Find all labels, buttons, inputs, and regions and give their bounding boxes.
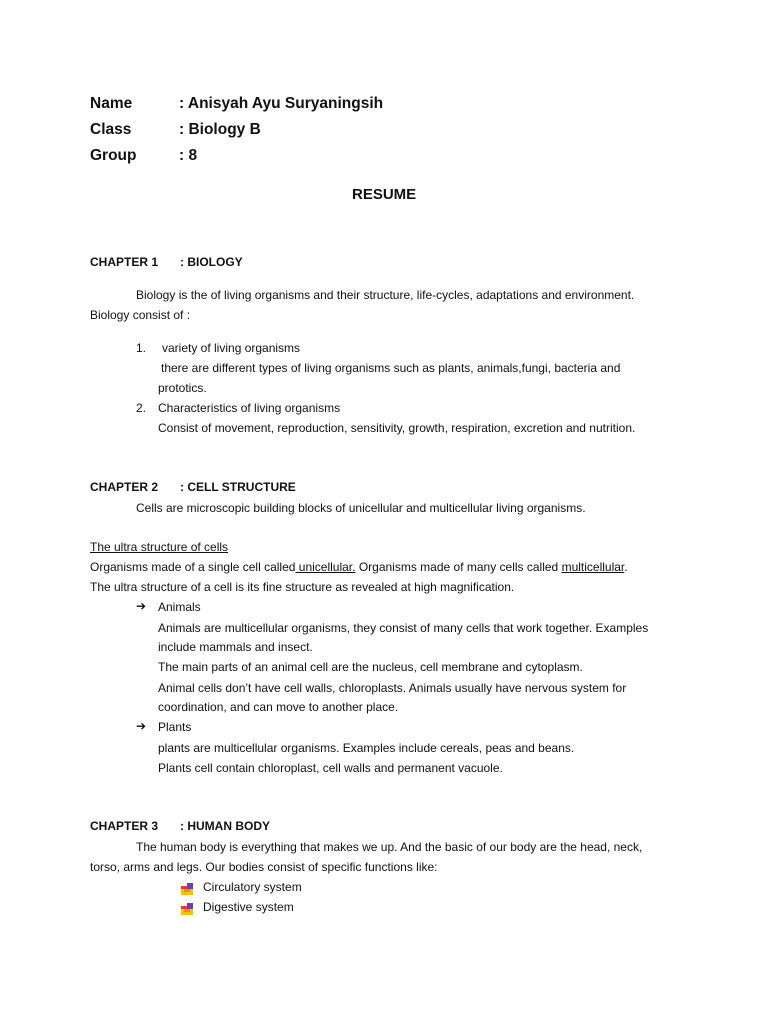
name-label: Name — [90, 95, 133, 112]
class-label: Class — [90, 121, 132, 138]
chapter2-label: CHAPTER 2 — [90, 480, 159, 494]
animals-line4: Animal cells don’t have cell walls, chloroplasts. Animals usually have nervous system for — [158, 681, 627, 695]
plants-heading: Plants — [158, 720, 192, 734]
chapter1-title: : BIOLOGY — [180, 255, 243, 269]
list-number-1: 1. — [136, 341, 147, 355]
plants-line1: plants are multicellular organisms. Examples include cereals, peas and beans. — [158, 741, 575, 755]
list-item-1-heading: variety of living organisms — [162, 341, 301, 355]
chapter2-paragraph2: The ultra structure of a cell is its fine structure as revealed at high magnification. — [90, 580, 515, 594]
chapter3-line1: The human body is everything that makes we up. And the basic of our body are the head, neck, — [136, 840, 643, 854]
colored-square-bullet-icon — [181, 880, 193, 898]
group-value: : 8 — [179, 147, 198, 164]
list-number-2: 2. — [136, 401, 147, 415]
chapter2-paragraph1 — [90, 559, 628, 575]
p1-text-b: Organisms made of many cells called — [355, 560, 562, 574]
arrow-right-icon: ➔ — [136, 599, 147, 613]
p1-text-a: Organisms made of a single cell called — [90, 560, 296, 574]
chapter1-intro-line1: Biology is the of living organisms and their structure, life-cycles, adaptations and environment. — [136, 288, 635, 302]
animals-line1: Animals are multicellular organisms, they consist of many cells that work together. Examples — [158, 621, 649, 635]
colored-square-bullet-icon — [181, 900, 193, 918]
animals-line5: coordination, and can move to another place. — [158, 700, 399, 714]
group-label: Group — [90, 147, 137, 164]
system-item-2: Digestive system — [203, 900, 294, 914]
unicellular-term: unicellular. — [295, 560, 356, 574]
chapter3-line2: torso, arms and legs. Our bodies consist of specific functions like: — [90, 860, 438, 874]
name-value: : Anisyah Ayu Suryaningsih — [179, 95, 384, 112]
chapter3-label: CHAPTER 3 — [90, 819, 159, 833]
animals-line2: include mammals and insect. — [158, 640, 313, 654]
list-item-2-line1: Consist of movement, reproduction, sensitivity, growth, respiration, excretion and nutrition. — [158, 421, 636, 435]
chapter1-intro-line2: Biology consist of : — [90, 308, 191, 322]
chapter2-intro: Cells are microscopic building blocks of unicellular and multicellular living organisms. — [136, 501, 586, 515]
chapter2-title: : CELL STRUCTURE — [180, 480, 296, 494]
chapter1-label: CHAPTER 1 — [90, 255, 159, 269]
list-item-1-line2: prototics. — [158, 381, 207, 395]
arrow-right-icon: ➔ — [136, 719, 147, 733]
multicellular-term: multicellular — [561, 560, 625, 574]
animals-line3: The main parts of an animal cell are the nucleus, cell membrane and cytoplasm. — [158, 660, 583, 674]
p1-text-c: . — [624, 560, 628, 574]
chapter3-title: : HUMAN BODY — [180, 819, 270, 833]
system-item-1: Circulatory system — [203, 880, 302, 894]
list-item-1-line1: there are different types of living organisms such as plants, animals,fungi, bacteria and — [161, 361, 621, 375]
bullet-icon-svg — [181, 903, 193, 915]
plants-line2: Plants cell contain chloroplast, cell walls and permanent vacuole. — [158, 761, 503, 775]
list-item-2-heading: Characteristics of living organisms — [158, 401, 341, 415]
class-value: : Biology B — [179, 121, 261, 138]
bullet-icon-svg — [181, 883, 193, 895]
animals-heading: Animals — [158, 600, 201, 614]
chapter2-subheading: The ultra structure of cells — [90, 540, 229, 554]
page-title: RESUME — [352, 186, 417, 203]
